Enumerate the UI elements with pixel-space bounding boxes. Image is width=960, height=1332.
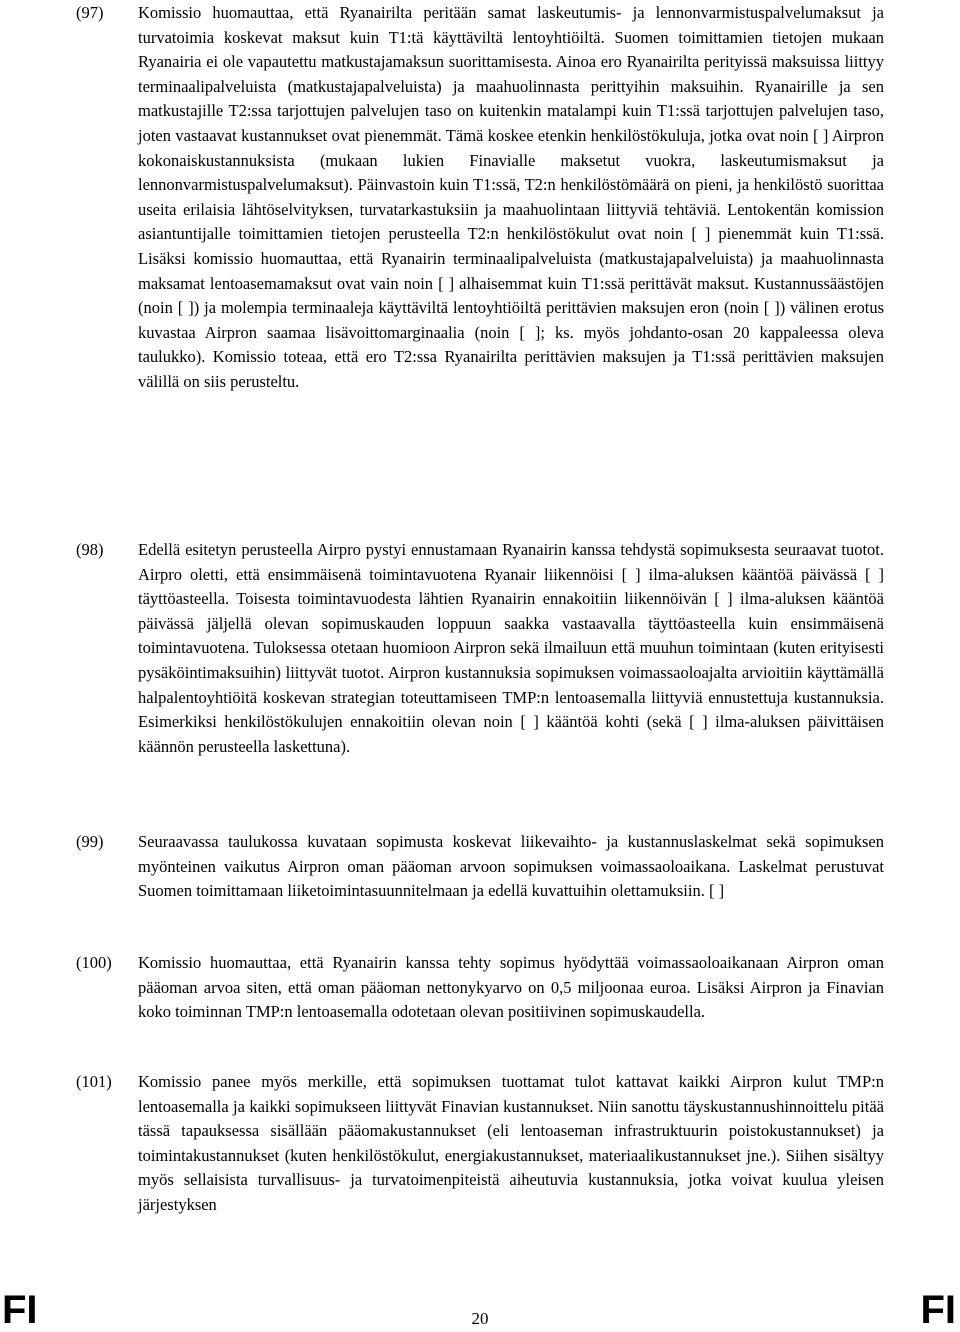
page-number: 20 <box>471 1309 489 1328</box>
paragraph-number: (101) <box>76 1072 112 1091</box>
footer-language-label-right: FI <box>920 1288 956 1332</box>
paragraph-99 <box>76 830 884 904</box>
paragraph-101 <box>76 1070 884 1218</box>
footer-language-label-left: FI <box>2 1288 38 1332</box>
paragraph-text: Komissio huomauttaa, että Ryanairin kanssa tehty sopimus hyödyttää voimassaoloaikanaan Airpron oman pääoman arvoa siten, että oman pääoman nettonykyarvo on 0,5 miljoonaa euroa. Lisäksi Airpron ja Finavian koko toiminnan TMP:n lentoasemalla odotetaan olevan positiivinen sopimuskaudella. <box>138 953 884 1022</box>
paragraph-100 <box>76 951 884 1025</box>
paragraph-97 <box>76 1 884 395</box>
paragraph-text: Komissio panee myös merkille, että sopimuksen tuottamat tulot kattavat kaikki Airpron kulut TMP:n lentoasemalla ja kaikki sopimukseen liittyvät Finavian kustannukset. Niin sanottu täyskustannushinnoittelu pitää tässä tapauksessa sisällään pääomakustannukset (eli lentoaseman infrastruktuurin poistokustannukset) ja toimintakustannukset (kuten henkilöstökulut, energiakustannukset, materiaalikustannukset jne.). Siihen sisältyy myös sellaisista turvallisuus- ja turvatoimenpiteistä aiheutuvia kustannuksia, jotka voivat kuulua yleisen järjestyksen <box>138 1072 884 1214</box>
paragraph-text: Komissio huomauttaa, että Ryanairilta peritään samat laskeutumis- ja lennonvarmistuspalvelumaksut ja turvatoimia koskevat maksut kuin T1:tä käyttäviltä lentoyhtiöiltä. Suomen toimittamien tietojen mukaan Ryanairia ei ole vapautettu matkustajamaksun suorittamisesta. Ainoa ero Ryanairilta perityissä maksuissa liittyy terminaalipalveluista (matkustajapalveluista) ja maahuolinnasta perittyihin maksuihin. Ryanairille ja sen matkustajille T2:ssa tarjottujen palvelujen taso on kuitenkin matalampi kuin T1:ssä tarjottujen palvelujen taso, joten vastaavat kustannukset ovat pienemmät. Tämä koskee etenkin henkilöstökuluja, jotka ovat noin [ ] Airpron kokonaiskustannuksista (mukaan lukien Finavialle maksetut vuokra, laskeutumismaksut ja lennonvarmistuspalvelumaksut). Päinvastoin kuin T1:ssä, T2:n henkilöstömäärä on pieni, ja henkilöstö suorittaa useita erilaisia lähtöselvityksen, turvatarkastuksiin ja maahuolintaan liittyviä tehtäviä. Lentokentän komission asiantuntijalle toimittamien tietojen perusteella T2:n henkilöstökulut ovat noin [ ] pienemmät kuin T1:ssä. Lisäksi komissio huomauttaa, että Ryanairin terminaalipalveluista (matkustajapalveluista) ja maahuolinnasta maksamat lentoasemamaksut ovat vain noin [ ] alhaisemmat kuin T1:ssä perittävät maksut. Kustannussäästöjen (noin [ ]) ja molempia terminaaleja käyttäviltä lentoyhtiöiltä perittävien maksujen eron (noin [ ]) välinen erotus kuvastaa Airpron saamaa lisävoittomarginaalia (noin [ ]; ks. myös johdanto-osan 20 kappaleessa oleva taulukko). Komissio toteaa, että ero T2:ssa Ryanairilta perittävien maksujen ja T1:ssä perittävien maksujen välillä on siis perusteltu. <box>138 3 884 391</box>
paragraph-text: Edellä esitetyn perusteella Airpro pystyi ennustamaan Ryanairin kanssa tehdystä sopimuksesta seuraavat tuotot. Airpro oletti, että ensimmäisenä toimintavuotena Ryanair liikennöisi [ ] ilma-aluksen kääntöä päivässä [ ] täyttöasteella. Toisesta toimintavuodesta lähtien Ryanairin ennakoitiin liikennöivän [ ] ilma-aluksen kääntöä päivässä jäljellä olevan sopimuskauden loppuun saakka vastaavalla täyttöasteella kuin ensimmäisenä toimintavuotena. Tuloksessa otetaan huomioon Airpron sekä ilmailuun että muuhun toimintaan (kuten erityisesti pysäköintimaksuihin) liittyvät tuotot. Airpron kustannuksia sopimuksen voimassaoloajalta arvioitiin käyttämällä halpalentoyhtiöitä koskevan strategian toteuttamiseen TMP:n lentoasemalla liittyviä ennustettuja kustannuksia. Esimerkiksi henkilöstökulujen ennakoitiin olevan noin [ ] kääntöä kohti (sekä [ ] ilma-aluksen päivittäisen käännön perusteella laskettuna). <box>138 540 884 756</box>
paragraph-number: (99) <box>76 832 104 851</box>
paragraph-number: (97) <box>76 3 104 22</box>
paragraph-98 <box>76 538 884 759</box>
paragraph-number: (100) <box>76 953 112 972</box>
paragraph-text: Seuraavassa taulukossa kuvataan sopimusta koskevat liikevaihto- ja kustannuslaskelmat sekä sopimuksen myönteinen vaikutus Airpron oman pääoman arvoon sopimuksen voimassaoloaikana. Laskelmat perustuvat Suomen toimittamaan liiketoimintasuunnitelmaan ja edellä kuvattuihin olettamuksiin. [ ] <box>138 832 884 901</box>
paragraph-number: (98) <box>76 540 104 559</box>
